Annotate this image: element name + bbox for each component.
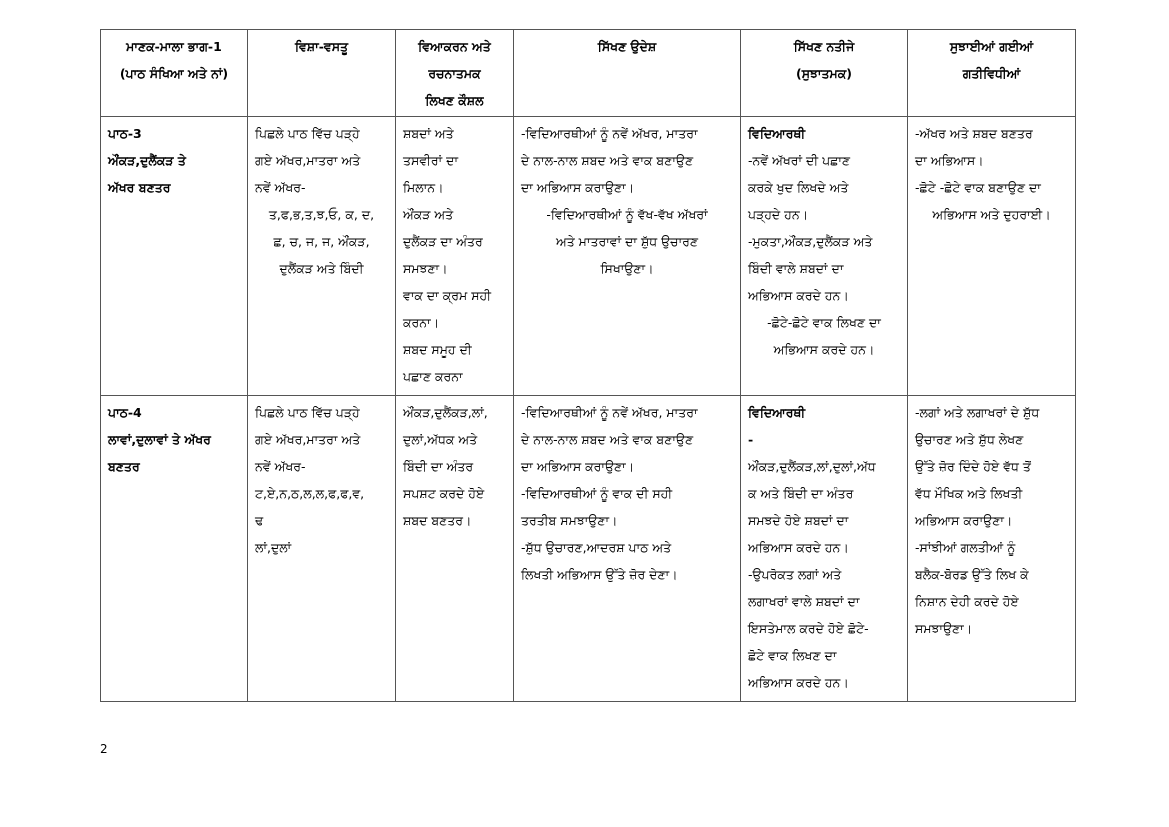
header-text: ਗਤੀਵਿਧੀਆਂ [962, 66, 1021, 81]
header-row [101, 30, 1076, 117]
header-text: ਸਿੱਖਣ ਉਦੇਸ਼ [597, 39, 657, 54]
outcomes-text: ਔਂਕੜ,ਦੁਲੈਂਕੜ,ਲਾਂ,ਦੁਲਾਂ,ਅੱਧ [748, 459, 876, 474]
header-lesson [101, 30, 248, 117]
grammar-text: ਵਾਕ ਦਾ ਕ੍ਰਮ ਸਹੀ [403, 288, 491, 303]
grammar-text: ਬਿੰਦੀ ਦਾ ਅੰਤਰ [403, 459, 474, 474]
header-text: ਵਿਆਕਰਨ ਅਤੇ [418, 39, 491, 54]
activities-text: ਦਾ ਅਭਿਆਸ। [915, 153, 984, 168]
grammar-text: ਔਂਕੜ,ਦੁਲੈਂਕੜ,ਲਾਂ, [403, 405, 488, 420]
outcomes-text: -ਮੁਕਤਾ,ਔਂਕੜ,ਦੁਲੈਂਕੜ ਅਤੇ [748, 234, 873, 249]
objectives-text: ਦੇ ਨਾਲ-ਨਾਲ ਸ਼ਬਦ ਅਤੇ ਵਾਕ ਬਣਾਉਣ [521, 432, 694, 447]
outcomes-text: -ਉਪਰੋਕਤ ਲਗਾਂ ਅਤੇ [748, 567, 842, 582]
outcomes-text: -ਛੋਟੇ-ਛੋਟੇ ਵਾਕ ਲਿਖਣ ਦਾ [767, 315, 881, 330]
grammar-text: ਔਂਕੜ ਅਤੇ [403, 207, 454, 222]
outcomes-text: ਅਭਿਆਸ ਕਰਦੇ ਹਨ। [748, 540, 849, 555]
objectives-text: -ਵਿਦਿਆਰਥੀਆਂ ਨੂੰ ਵੱਖ-ਵੱਖ ਅੱਖਰਾਂ [546, 207, 708, 222]
outcomes-text: ਵਿਦਿਆਰਥੀ [748, 126, 806, 141]
header-text: (ਪਾਠ ਸੰਖਿਆ ਅਤੇ ਨਾਂ) [119, 66, 229, 81]
content-text: ਟ,ਏ,ਨ,ਠ,ਲ,ਲ,ਫ,ਫ,ਵ, [255, 486, 365, 501]
grammar-text: ਦੁਲੈਂਕੜ ਦਾ ਅੰਤਰ [403, 234, 483, 249]
outcomes-text: ਬਿੰਦੀ ਵਾਲੇ ਸ਼ਬਦਾਂ ਦਾ [748, 261, 844, 276]
objectives-text: ਲਿਖਤੀ ਅਭਿਆਸ ਉੱਤੇ ਜ਼ੋਰ ਦੇਣਾ। [521, 567, 678, 582]
activities-cell [908, 117, 1076, 396]
content-text: ਤ,ਫ,ਭ,ਤ,ਝ,ਓ, ਕ, ਦ, [268, 207, 375, 222]
activities-text: ਨਿਸ਼ਾਨ ਦੇਹੀ ਕਰਦੇ ਹੋਏ [915, 594, 1019, 609]
activities-text: -ਲਗਾਂ ਅਤੇ ਲਗਾਖਰਾਂ ਦੇ ਸ਼ੁੱਧ [915, 405, 1040, 420]
grammar-text: ਸ਼ਬਦ ਸਮੂਹ ਦੀ [403, 342, 472, 357]
content-cell [248, 117, 396, 396]
activities-text: ਬਲੈਕ-ਬੋਰਡ ਉੱਤੇ ਲਿਖ ਕੇ [915, 567, 1029, 582]
activities-text: ਅਭਿਆਸ ਕਰਾਉਣਾ। [915, 513, 1013, 528]
table-row [101, 117, 1076, 396]
outcomes-text: ਅਭਿਆਸ ਕਰਦੇ ਹਨ। [748, 675, 849, 690]
grammar-cell [396, 117, 514, 396]
content-text: ਢ [255, 513, 264, 528]
header-text: (ਸੁਝਾਤਮਕ) [796, 66, 852, 81]
activities-text: ਅਭਿਆਸ ਅਤੇ ਦੁਹਰਾਈ। [932, 207, 1051, 222]
lesson-text: ਲਾਵਾਂ,ਦੁਲਾਵਾਂ ਤੇ ਅੱਖਰ [108, 432, 211, 447]
header-text: ਮਾਣਕ-ਮਾਲਾ ਭਾਗ-1 [126, 39, 222, 54]
header-content [248, 30, 396, 117]
header-activities [908, 30, 1076, 117]
grammar-text: ਸ਼ਬਦ ਬਣਤਰ। [403, 513, 472, 528]
objectives-text: ਤਰਤੀਬ ਸਮਝਾਉਣਾ। [521, 513, 618, 528]
grammar-text: ਦੁਲਾਂ,ਅੱਧਕ ਅਤੇ [403, 432, 478, 447]
activities-cell [908, 396, 1076, 702]
lesson-text: ਪਾਠ-3 [108, 126, 142, 141]
grammar-text: ਸਪਸ਼ਟ ਕਰਦੇ ਹੋਏ [403, 486, 485, 501]
lesson-cell [101, 117, 248, 396]
outcomes-text: ਕਰਕੇ ਖੁਦ ਲਿਖਦੇ ਅਤੇ [748, 180, 849, 195]
header-text: ਰਚਨਾਤਮਕ [428, 66, 481, 81]
outcomes-text: - [748, 432, 754, 447]
content-text: ਗਏ ਅੱਖਰ,ਮਾਤਰਾ ਅਤੇ [255, 153, 361, 168]
outcomes-text: ਕ ਅਤੇ ਬਿੰਦੀ ਦਾ ਅੰਤਰ [748, 486, 854, 501]
page-number: 2 [100, 742, 108, 756]
activities-text: -ਅੱਖਰ ਅਤੇ ਸ਼ਬਦ ਬਣਤਰ [915, 126, 1033, 141]
header-text: ਵਿਸ਼ਾ-ਵਸਤੂ [294, 39, 349, 54]
objectives-text: -ਵਿਦਿਆਰਥੀਆਂ ਨੂੰ ਨਵੇਂ ਅੱਖਰ, ਮਾਤਰਾ [521, 126, 698, 141]
lesson-text: ਅੱਖਰ ਬਣਤਰ [108, 180, 171, 195]
objectives-text: ਦਾ ਅਭਿਆਸ ਕਰਾਉਣਾ। [521, 459, 635, 474]
header-grammar [396, 30, 514, 117]
outcomes-text: ਛੋਟੇ ਵਾਕ ਲਿਖਣ ਦਾ [748, 648, 837, 663]
objectives-cell [514, 117, 741, 396]
content-text: ਛ, ਚ, ਜ, ਜ, ਔਂਕੜ, [273, 234, 370, 249]
objectives-text: -ਸ਼ੁੱਧ ਉਚਾਰਣ,ਆਦਰਸ਼ ਪਾਠ ਅਤੇ [521, 540, 672, 555]
grammar-text: ਸ਼ਬਦਾਂ ਅਤੇ [403, 126, 454, 141]
content-text: ਗਏ ਅੱਖਰ,ਮਾਤਰਾ ਅਤੇ [255, 432, 361, 447]
content-text: ਲਾਂ,ਦੁਲਾਂ [255, 540, 292, 555]
content-text: ਪਿਛਲੇ ਪਾਠ ਵਿੱਚ ਪੜ੍ਹੇ [255, 405, 360, 420]
outcomes-text: ਅਭਿਆਸ ਕਰਦੇ ਹਨ। [773, 342, 875, 357]
outcomes-text: ਪੜ੍ਹਦੇ ਹਨ। [748, 207, 809, 222]
outcomes-text: -ਨਵੇਂ ਅੱਖਰਾਂ ਦੀ ਪਛਾਣ [748, 153, 851, 168]
objectives-cell [514, 396, 741, 702]
objectives-text: ਦੇ ਨਾਲ-ਨਾਲ ਸ਼ਬਦ ਅਤੇ ਵਾਕ ਬਣਾਉਣ [521, 153, 694, 168]
header-outcomes [741, 30, 908, 117]
outcomes-text: ਸਮਝਦੇ ਹੋਏ ਸ਼ਬਦਾਂ ਦਾ [748, 513, 849, 528]
objectives-text: ਅਤੇ ਮਾਤਰਾਵਾਂ ਦਾ ਸ਼ੁੱਧ ਉਚਾਰਣ [555, 234, 699, 249]
header-objectives [514, 30, 741, 117]
outcomes-cell [741, 396, 908, 702]
objectives-text: ਦਾ ਅਭਿਆਸ ਕਰਾਉਣਾ। [521, 180, 635, 195]
curriculum-table [100, 29, 1076, 702]
grammar-cell [396, 396, 514, 702]
lesson-text: ਔਂਕੜ,ਦੁਲੈਂਕੜ ਤੇ [108, 153, 186, 168]
grammar-text: ਤਸਵੀਰਾਂ ਦਾ [403, 153, 459, 168]
grammar-text: ਪਛਾਣ ਕਰਨਾ [403, 369, 463, 384]
content-cell [248, 396, 396, 702]
table-row [101, 396, 1076, 702]
objectives-text: -ਵਿਦਿਆਰਥੀਆਂ ਨੂੰ ਨਵੇਂ ਅੱਖਰ, ਮਾਤਰਾ [521, 405, 698, 420]
outcomes-text: ਲਗਾਖਰਾਂ ਵਾਲੇ ਸ਼ਬਦਾਂ ਦਾ [748, 594, 860, 609]
header-text: ਲਿਖਣ ਕੌਸ਼ਲ [425, 93, 484, 108]
activities-text: ਵੱਧ ਮੌਖਿਕ ਅਤੇ ਲਿਖਤੀ [915, 486, 1023, 501]
activities-text: ਉਚਾਰਣ ਅਤੇ ਸ਼ੁੱਧ ਲੇਖਣ [915, 432, 1024, 447]
grammar-text: ਸਮਝਣਾ। [403, 261, 448, 276]
content-text: ਨਵੇਂ ਅੱਖਰ- [255, 459, 306, 474]
objectives-text: -ਵਿਦਿਆਰਥੀਆਂ ਨੂੰ ਵਾਕ ਦੀ ਸਹੀ [521, 486, 673, 501]
grammar-text: ਮਿਲਾਨ। [403, 180, 444, 195]
content-text: ਨਵੇਂ ਅੱਖਰ- [255, 180, 306, 195]
activities-text: ਉੱਤੇ ਜ਼ੋਰ ਦਿੰਦੇ ਹੋਏ ਵੱਧ ਤੋਂ [915, 459, 1031, 474]
outcomes-text: ਅਭਿਆਸ ਕਰਦੇ ਹਨ। [748, 288, 849, 303]
header-text: ਸਿੱਖਣ ਨਤੀਜੇ [793, 39, 855, 54]
header-text: ਸੁਝਾਈਆਂ ਗਈਆਂ [949, 39, 1034, 54]
outcomes-text: ਵਿਦਿਆਰਥੀ [748, 405, 806, 420]
content-text: ਦੁਲੈਂਕੜ ਅਤੇ ਬਿੰਦੀ [279, 261, 364, 276]
outcomes-text: ਇਸਤੇਮਾਲ ਕਰਦੇ ਹੋਏ ਛੋਟੇ- [748, 621, 869, 636]
activities-text: -ਛੋਟੇ -ਛੋਟੇ ਵਾਕ ਬਣਾਉਣ ਦਾ [915, 180, 1041, 195]
objectives-text: ਸਿਖਾਉਣਾ। [600, 261, 654, 276]
grammar-text: ਕਰਨਾ। [403, 315, 440, 330]
lesson-cell [101, 396, 248, 702]
content-text: ਪਿਛਲੇ ਪਾਠ ਵਿੱਚ ਪੜ੍ਹੇ [255, 126, 360, 141]
lesson-text: ਪਾਠ-4 [108, 405, 142, 420]
outcomes-cell [741, 117, 908, 396]
activities-text: -ਸਾਂਝੀਆਂ ਗਲਤੀਆਂ ਨੂੰ [915, 540, 1016, 555]
lesson-text: ਬਣਤਰ [108, 459, 140, 474]
activities-text: ਸਮਝਾਉਣਾ। [915, 621, 973, 636]
